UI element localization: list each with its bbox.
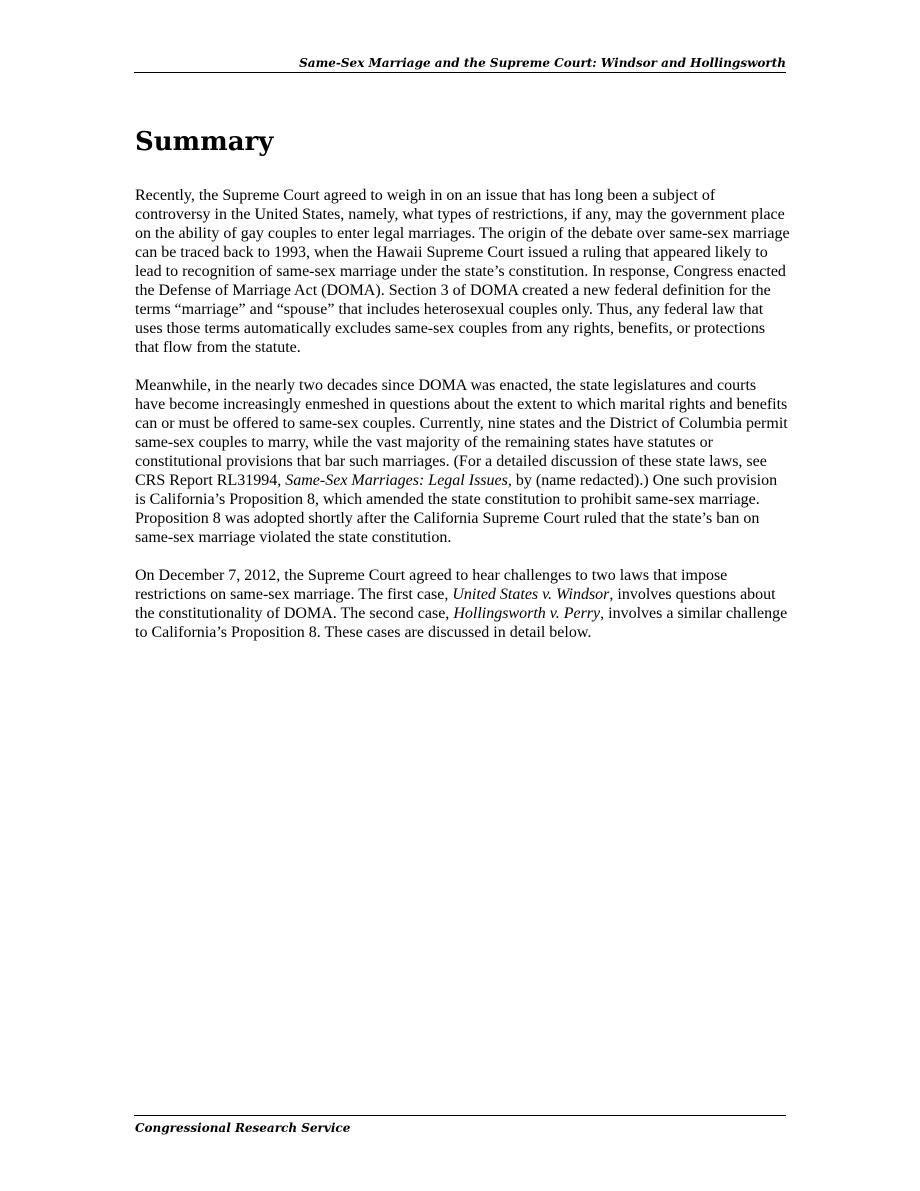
summary-paragraph-1 bbox=[135, 186, 790, 357]
paragraph-text: On December 7, 2012, the Supreme Court agreed to hear challenges to two laws that impose restrictions on same-sex marriage. The first case, bbox=[135, 567, 728, 603]
summary-paragraph-3 bbox=[135, 566, 790, 642]
document-body bbox=[135, 124, 790, 661]
running-header bbox=[134, 56, 786, 73]
paragraph-text: , involves a similar challenge to California’s Proposition 8. These cases are discussed in detail below. bbox=[135, 605, 788, 641]
paragraph-text: , involves questions about the constitutionality of DOMA. The second case, bbox=[135, 586, 776, 622]
paragraph-text: Recently, the Supreme Court agreed to weigh in on an issue that has long been a subject of controversy in the United States, namely, what types of restrictions, if any, may the government place on the ability of gay couples to enter legal marriages. The origin of the debate over same-sex marriage can be traced back to 1993, when the Hawaii Supreme Court issued a ruling that appeared likely to lead to recognition of same-sex marriage under the state’s constitution. In response, Congress enacted the Defense of Marriage Act (DOMA). Section 3 of DOMA created a new federal definition for the terms “marriage” and “spouse” that includes heterosexual couples only. Thus, any federal law that uses those terms automatically excludes same-sex couples from any rights, benefits, or protections that flow from the statute. bbox=[135, 187, 790, 356]
footer-organization: Congressional Research Service bbox=[135, 1121, 351, 1135]
paragraph-text: Meanwhile, in the nearly two decades since DOMA was enacted, the state legislatures and courts have become increasingly enmeshed in questions about the extent to which marital rights and benefits can or must be offered to same-sex couples. Currently, nine states and the District of Columbia permit same-sex couples to marry, while the vast majority of the remaining states have statutes or constitutional provisions that bar such marriages. (For a detailed discussion of these state laws, see CRS Report RL31994, bbox=[135, 377, 788, 489]
case-name-hollingsworth: Hollingsworth v. Perry bbox=[453, 605, 601, 622]
running-header-title: Same-Sex Marriage and the Supreme Court: Windsor and Hollingsworth bbox=[299, 56, 786, 70]
page-title: Summary bbox=[135, 127, 274, 157]
report-title-italic: Same-Sex Marriages: Legal Issues bbox=[285, 472, 508, 489]
running-footer bbox=[134, 1115, 786, 1135]
case-name-windsor: United States v. Windsor bbox=[452, 586, 610, 603]
summary-paragraph-2 bbox=[135, 376, 790, 547]
paragraph-text: , by (name redacted).) One such provision is California’s Proposition 8, which amended the state constitution to prohibit same-sex marriage. Proposition 8 was adopted shortly after the California Supreme Court ruled that the state’s ban on same-sex marriage violated the state constitution. bbox=[135, 472, 778, 546]
